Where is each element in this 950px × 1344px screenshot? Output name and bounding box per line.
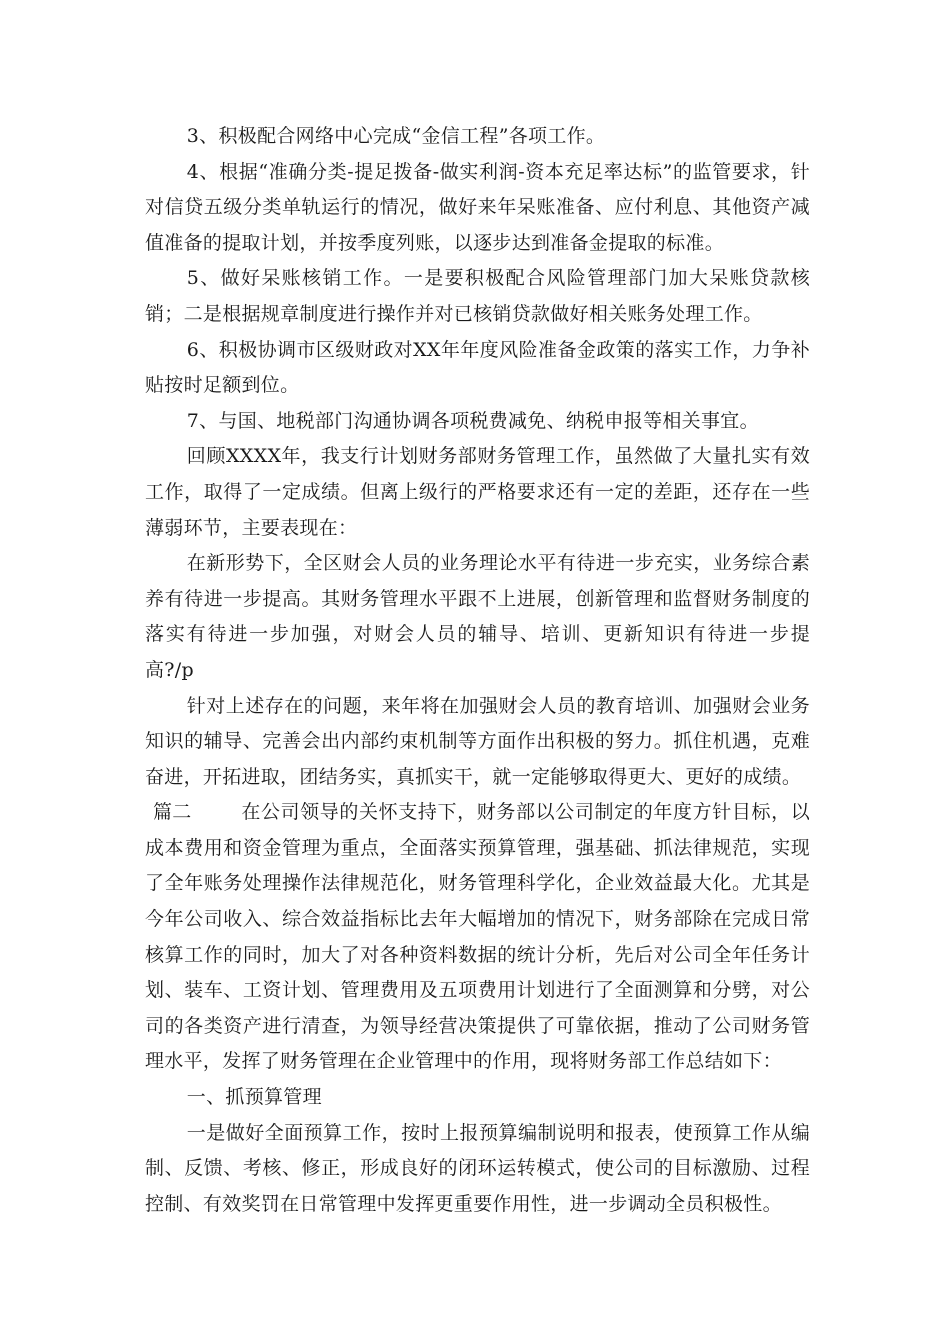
document-body xyxy=(145,119,810,1222)
paragraph-item-3: 3、积极配合网络中心完成“金信工程”各项工作。 xyxy=(186,125,606,147)
paragraph-plan: 针对上述存在的问题，来年将在加强财会人员的教育培训、加强财会业务知识的辅导、完善会出内部约束机制等方面作出积极的努力。抓住机遇，克难奋进，开拓进取，团结务实，真抓实干，就一定能够取得更大、更好的成绩。 xyxy=(145,694,810,788)
section-two-paragraph xyxy=(145,795,810,1080)
section-heading: 一、抓预算管理 xyxy=(186,1086,322,1109)
section-two-label: 篇二 xyxy=(153,801,192,824)
paragraph-item-7: 7、与国、地税部门沟通协调各项税费减免、纳税申报等相关事宜。 xyxy=(186,409,759,432)
paragraph-item-4: 4、根据“准确分类-提足拨备-做实利润-资本充足率达标”的监管要求，针对信贷五级分类单轨运行的情况，做好来年呆账准备、应付利息、其他资产减值准备的提取计划，并按季度列账，以逐步达到准备金提取的标准。 xyxy=(145,160,810,254)
paragraph-weakness: 在新形势下，全区财会人员的业务理论水平有待进一步充实，业务综合素养有待进一步提高。其财务管理水平跟不上进展，创新管理和监督财务制度的落实有待进一步加强，对财会人员的辅导、培训、更新知识有待进一步提高?/p xyxy=(145,552,810,681)
paragraph-item-5: 5、做好呆账核销工作。一是要积极配合风险管理部门加大呆账贷款核销；二是根据规章制度进行操作并对已核销贷款做好相关账务处理工作。 xyxy=(145,267,810,325)
section-two-text: 在公司领导的关怀支持下，财务部以公司制定的年度方针目标，以成本费用和资金管理为重点，全面落实预算管理，强基础、抓法律规范，实现了全年账务处理操作法律规范化，财务管理科学化，企业效益最大化。尤其是今年公司收入、综合效益指标比去年大幅增加的情况下，财务部除在完成日常核算工作的同时，加大了对各种资料数据的统计分析，先后对公司全年任务计划、装车、工资计划、管理费用及五项费用计划进行了全面测算和分劈，对公司的各类资产进行清查，为领导经营决策提供了可靠依据，推动了公司财务管理水平，发挥了财务管理在企业管理中的作用，现将财务部工作总结如下： xyxy=(145,801,810,1073)
paragraph-review: 回顾XXXX年，我支行计划财务部财务管理工作，虽然做了大量扎实有效工作，取得了一定成绩。但离上级行的严格要求还有一定的差距，还存在一些薄弱环节，主要表现在： xyxy=(145,445,810,539)
paragraph-item-6: 6、积极协调市区级财政对XX年年度风险准备金政策的落实工作，力争补贴按时足额到位。 xyxy=(145,338,810,397)
paragraph-budget: 一是做好全面预算工作，按时上报预算编制说明和报表，使预算工作从编制、反馈、考核、修正，形成良好的闭环运转模式，使公司的目标激励、过程控制、有效奖罚在日常管理中发挥更重要作用性，进一步调动全员积极性。 xyxy=(145,1121,810,1215)
